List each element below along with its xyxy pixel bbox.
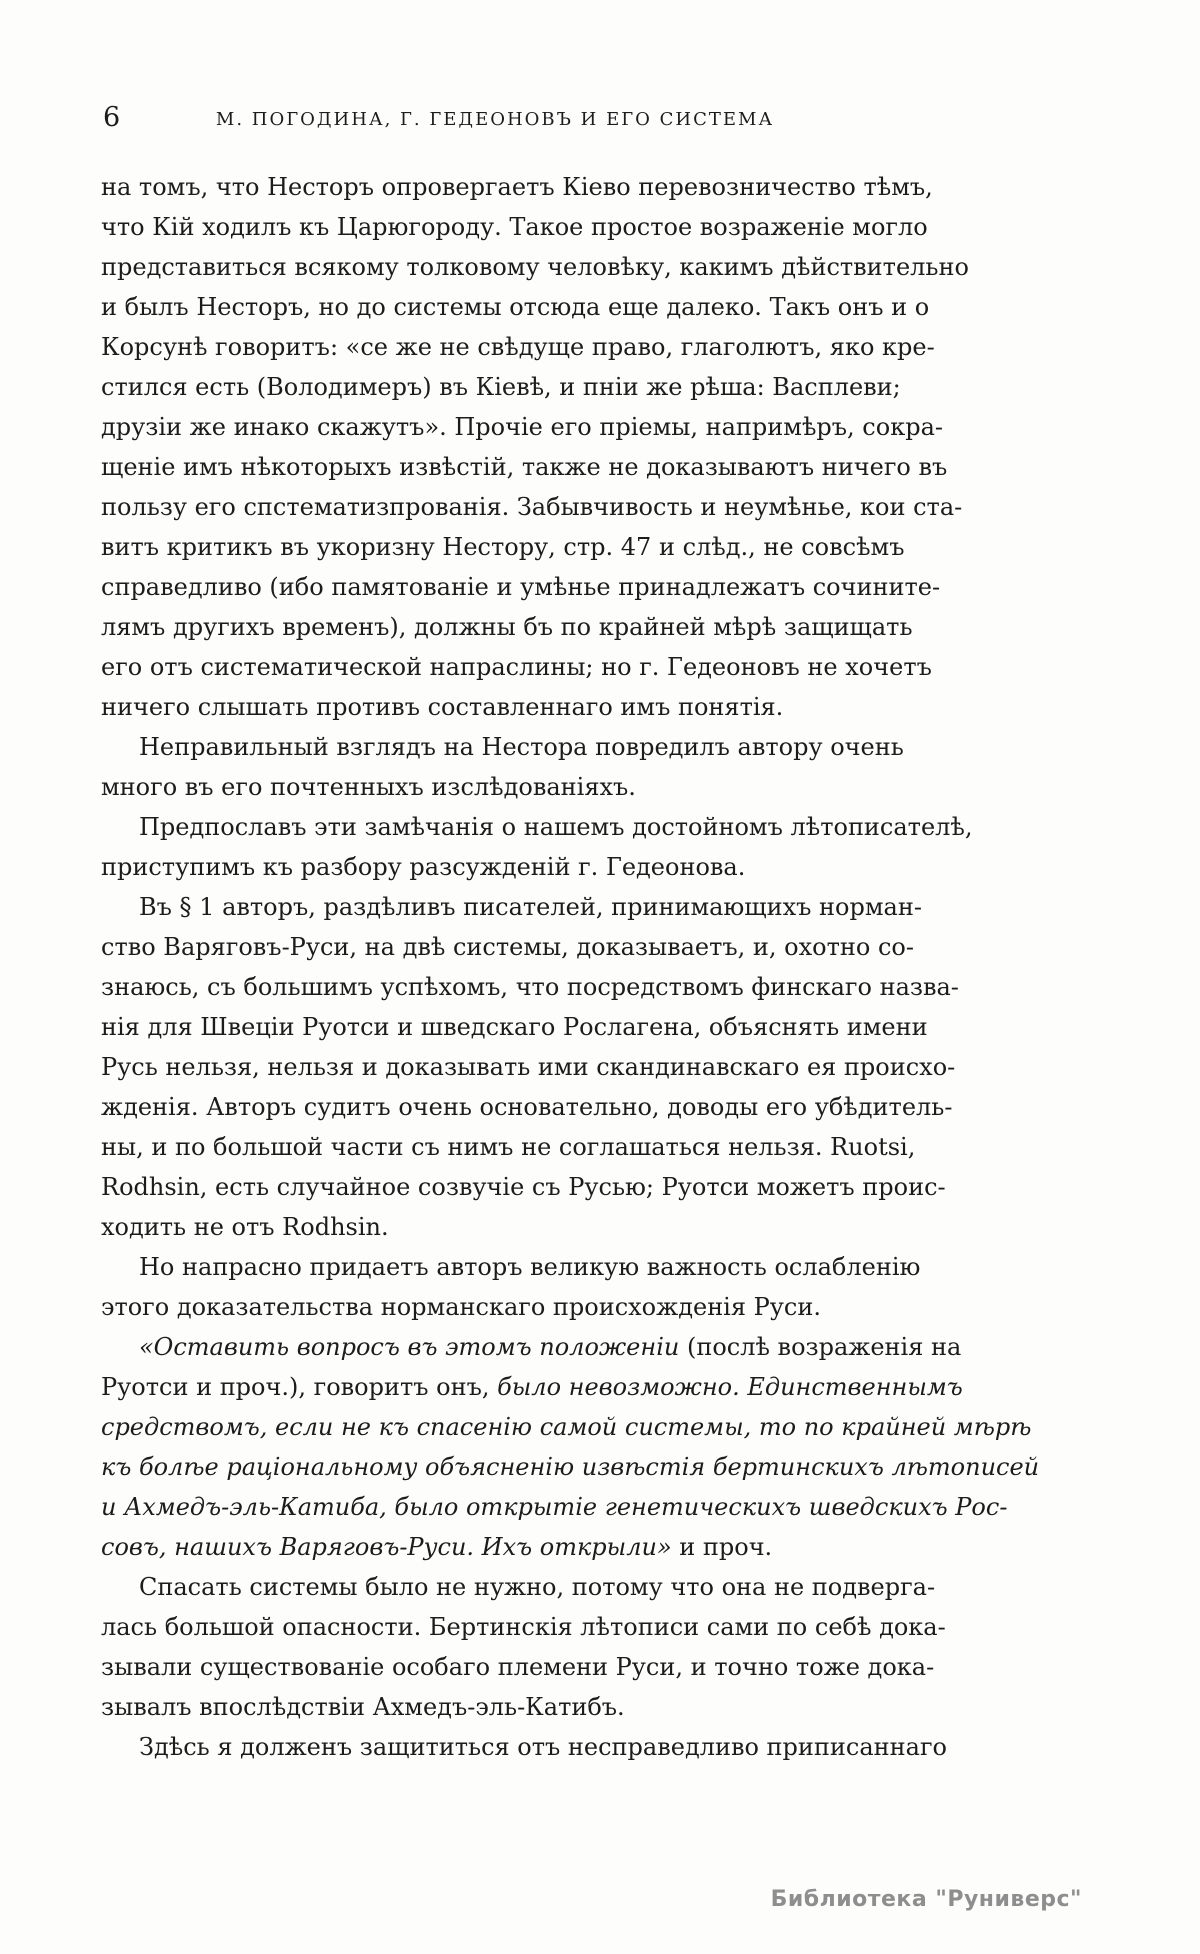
- body-text: Корсунѣ говоритъ: «се же не свѣдуще право, глаголютъ, яко кре-: [101, 333, 935, 361]
- text-line: [101, 1647, 935, 1687]
- text-line: [101, 167, 933, 207]
- text-line: [101, 647, 932, 687]
- body-text: знаюсь, съ большимъ успѣхомъ, что посредствомъ финскаго назва-: [101, 973, 959, 1001]
- body-text: друзіи же инако скажутъ». Прочіе его пріемы, напримѣръ, сокра-: [101, 413, 943, 441]
- text-line: [101, 967, 959, 1007]
- body-text: ны, и по большой части съ нимъ не соглашаться нельзя. Ruotsi,: [101, 1133, 916, 1161]
- body-text: Но напрасно придаетъ авторъ великую важность ослабленію: [139, 1253, 921, 1281]
- text-line: [101, 887, 922, 927]
- body-text: и былъ Несторъ, но до системы отсюда еще далеко. Такъ онъ и о: [101, 293, 930, 321]
- text-line: [101, 1607, 946, 1647]
- body-text: щеніе имъ нѣкоторыхъ извѣстій, также не доказываютъ ничего въ: [101, 453, 948, 481]
- body-text: справедливо (ибо памятованіе и умѣнье принадлежатъ сочините-: [101, 573, 941, 601]
- text-line: [101, 1167, 946, 1207]
- body-text: (послѣ возраженія на: [679, 1333, 962, 1361]
- text-line: [101, 1127, 916, 1167]
- body-text: зывали существованіе особаго племени Руси, и точно тоже дока-: [101, 1653, 935, 1681]
- text-line: [101, 1007, 928, 1047]
- text-line: [101, 1487, 1008, 1527]
- body-text: его отъ систематической напраслины; но г. Гедеоновъ не хочетъ: [101, 653, 932, 681]
- body-text: Русь нельзя, нельзя и доказывать ими скандинавскаго ея происхо-: [101, 1053, 956, 1081]
- body-text: витъ критикъ въ укоризну Нестору, стр. 47 и слѣд., не совсѣмъ: [101, 533, 905, 561]
- body-text: лась большой опасности. Бертинскія лѣтописи сами по себѣ дока-: [101, 1613, 946, 1641]
- body-text: зывалъ впослѣдствіи Ахмедъ-эль-Катибъ.: [101, 1693, 625, 1721]
- body-text: этого доказательства норманскаго происхожденія Руси.: [101, 1293, 821, 1321]
- text-line: [101, 367, 901, 407]
- library-watermark: Библиотека "Руниверс": [770, 1887, 1082, 1912]
- quoted-italic-text: совъ, нашихъ Варяговъ-Руси. Ихъ открыли»: [101, 1533, 672, 1561]
- text-line: [101, 1247, 921, 1287]
- body-text: нія для Швеціи Руотси и шведскаго Рослагена, объяснять имени: [101, 1013, 928, 1041]
- text-line: [101, 767, 889, 807]
- text-line: [101, 807, 973, 847]
- text-line: [101, 287, 930, 327]
- body-text: ство Варяговъ-Руси, на двѣ системы, доказываетъ, и, охотно со-: [101, 933, 914, 961]
- body-text: ходить не отъ Rodhsin.: [101, 1213, 389, 1241]
- text-line: [101, 207, 928, 247]
- text-line: [101, 327, 935, 367]
- body-text: Предпославъ эти замѣчанія о нашемъ достойномъ лѣтописателѣ,: [139, 813, 973, 841]
- body-text: лямъ другихъ временъ), должны бъ по крайней мѣрѣ защищать: [101, 613, 913, 641]
- quoted-italic-text: къ болѣе раціональному объясненію извѣстія бертинскихъ лѣтописей: [101, 1453, 1040, 1481]
- body-text: представиться всякому толковому человѣку, какимъ дѣйствительно: [101, 253, 969, 281]
- body-text: жденія. Авторъ судитъ очень основательно, доводы его убѣдитель-: [101, 1093, 953, 1121]
- quoted-italic-text: было невозможно. Единственнымъ: [489, 1373, 963, 1401]
- quoted-italic-text: средствомъ, если не къ спасенію самой системы, то по крайней мѣрѣ: [101, 1413, 1032, 1441]
- text-line: [101, 727, 904, 767]
- text-line: [101, 1287, 889, 1327]
- text-line: [101, 1207, 889, 1247]
- text-line: [101, 1727, 947, 1767]
- text-line: [101, 1407, 1032, 1447]
- text-line: [101, 1567, 936, 1607]
- body-text: Неправильный взглядъ на Нестора повредилъ автору очень: [139, 733, 904, 761]
- body-text: много въ его почтенныхъ изслѣдованіяхъ.: [101, 773, 636, 801]
- text-line: [101, 1687, 889, 1727]
- text-line: [101, 1527, 889, 1567]
- quoted-italic-text: «Оставить вопросъ въ этомъ положеніи: [139, 1333, 680, 1361]
- text-line: [101, 1367, 963, 1407]
- text-line: [101, 1327, 962, 1367]
- body-text: Rodhsin, есть случайное созвучіе съ Русью; Руотси можетъ проис-: [101, 1173, 946, 1201]
- text-line: [101, 687, 889, 727]
- text-line: [101, 247, 969, 287]
- body-text: на томъ, что Несторъ опровергаетъ Кіево перевозничество тѣмъ,: [101, 173, 933, 201]
- text-line: [101, 567, 941, 607]
- text-line: [101, 1047, 956, 1087]
- body-text: стился есть (Володимеръ) въ Кіевѣ, и пніи же рѣша: Васплеви;: [101, 373, 901, 401]
- body-text: что Кій ходилъ къ Царюгороду. Такое простое возраженіе могло: [101, 213, 928, 241]
- text-line: [101, 527, 905, 567]
- body-text: пользу его спстематизпрованія. Забывчивость и неумѣнье, кои ста-: [101, 493, 963, 521]
- text-line: [101, 487, 963, 527]
- page-body: [101, 167, 1040, 1767]
- page-header: [101, 103, 889, 137]
- text-line: [101, 447, 948, 487]
- page-number: 6: [103, 102, 121, 133]
- body-text: Руотси и проч.), говоритъ онъ,: [101, 1373, 490, 1401]
- text-line: [101, 1087, 953, 1127]
- quoted-italic-text: и Ахмедъ-эль-Катиба, было открытіе генетическихъ шведскихъ Рос-: [101, 1493, 1008, 1521]
- text-line: [101, 607, 913, 647]
- running-header: М. ПОГОДИНА, Г. ГЕДЕОНОВЪ И ЕГО СИСТЕМА: [215, 109, 775, 130]
- body-text: Спасать системы было не нужно, потому что она не подверга-: [139, 1573, 936, 1601]
- text-line: [101, 1447, 1040, 1487]
- body-text: Здѣсь я долженъ защититься отъ несправедливо приписаннаго: [139, 1733, 947, 1761]
- body-text: приступимъ къ разбору разсужденій г. Гедеонова.: [101, 853, 746, 881]
- text-line: [101, 847, 889, 887]
- text-line: [101, 927, 914, 967]
- body-text: Въ § 1 авторъ, раздѣливъ писателей, принимающихъ норман-: [139, 893, 922, 921]
- text-line: [101, 407, 943, 447]
- body-text: ничего слышать противъ составленнаго имъ понятія.: [101, 693, 784, 721]
- body-text: и проч.: [671, 1533, 773, 1561]
